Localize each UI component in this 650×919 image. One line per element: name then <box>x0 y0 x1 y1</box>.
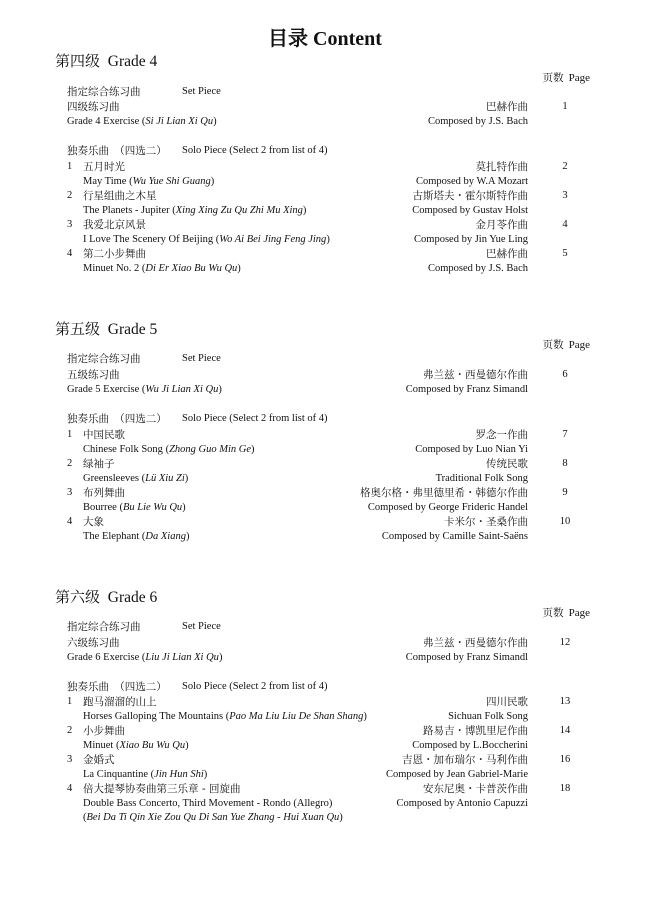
item-page[interactable]: 10 <box>559 516 571 527</box>
grade-4-heading <box>55 52 157 71</box>
item-title-en: Minuet (Xiao Bu Wu Qu) <box>83 740 189 751</box>
title-pinyin: Wu Yue Shi Guang <box>132 176 211 187</box>
item-page[interactable]: 4 <box>562 219 568 230</box>
item-title-cn: 小步舞曲 <box>83 725 125 737</box>
set-piece-title-en: Grade 4 Exercise (Si Ji Lian Xi Qu) <box>67 116 217 127</box>
set-piece-label-en: Set Piece <box>182 353 221 364</box>
item-title-cn: 布列舞曲 <box>83 487 125 499</box>
item-title-en: Bourree (Bu Lie Wu Qu) <box>83 502 186 513</box>
item-composer-cn: 安东尼奥・卡普茨作曲 <box>423 783 528 795</box>
page-title-cn: 目录 <box>268 26 309 50</box>
item-number: 1 <box>67 429 73 440</box>
grade-heading-cn: 第六级 <box>55 588 101 606</box>
item-composer-cn: 吉恩・加布瑞尔・马利作曲 <box>402 754 528 766</box>
item-number: 3 <box>67 754 73 765</box>
title-pinyin: Si Ji Lian Xi Qu <box>145 116 214 127</box>
item-page[interactable]: 9 <box>562 487 568 498</box>
set-piece-label-cn: 指定综合练习曲 <box>67 86 141 98</box>
set-piece-composer-cn: 巴赫作曲 <box>486 101 528 113</box>
item-composer-en: Composed by Antonio Capuzzi <box>396 798 528 809</box>
item-title-en: May Time (Wu Yue Shi Guang) <box>83 176 215 187</box>
title-en: The Planets - Jupiter <box>83 205 170 216</box>
title-en: The Elephant <box>83 531 140 542</box>
set-piece-composer-en: Composed by Franz Simandl <box>405 652 528 663</box>
item-number: 2 <box>67 458 73 469</box>
page-header-en: Page <box>568 72 590 84</box>
page-column-header <box>543 71 590 85</box>
title-en: May Time <box>83 176 127 187</box>
item-title-cn: 金婚式 <box>83 754 115 766</box>
item-title-cn: 行星组曲之木星 <box>83 190 157 202</box>
item-title-en: Horses Galloping The Mountains (Pao Ma Liu Liu De Shan Shang) <box>83 711 367 722</box>
item-composer-en: Composed by W.A Mozart <box>416 176 528 187</box>
set-piece-title-cn: 六级练习曲 <box>67 637 120 649</box>
title-en: Bourree <box>83 502 117 513</box>
set-piece-composer-cn: 弗兰兹・西曼德尔作曲 <box>423 369 528 381</box>
solo-label-cn: 独奏乐曲 （四选二） <box>67 681 167 693</box>
set-piece-title-cn: 五级练习曲 <box>67 369 120 381</box>
item-title-cn: 绿袖子 <box>83 458 115 470</box>
title-pinyin: Wu Ji Lian Xi Qu <box>145 384 219 395</box>
set-piece-label-en: Set Piece <box>182 86 221 97</box>
item-number: 3 <box>67 219 73 230</box>
solo-label-cn: 独奏乐曲 （四选二） <box>67 413 167 425</box>
solo-label-en: Solo Piece (Select 2 from list of 4) <box>182 145 328 156</box>
item-title-en: Chinese Folk Song (Zhong Guo Min Ge) <box>83 444 255 455</box>
title-en: I Love The Scenery Of Beijing <box>83 234 214 245</box>
item-composer-cn: 罗念一作曲 <box>475 429 528 441</box>
item-title-en: The Elephant (Da Xiang) <box>83 531 190 542</box>
item-number: 4 <box>67 248 73 259</box>
set-piece-title-en: Grade 6 Exercise (Liu Ji Lian Xi Qu) <box>67 652 223 663</box>
title-pinyin: Wo Ai Bei Jing Feng Jing <box>219 234 327 245</box>
item-page[interactable]: 8 <box>562 458 568 469</box>
set-piece-title-en: Grade 5 Exercise (Wu Ji Lian Xi Qu) <box>67 384 222 395</box>
set-piece-label-en: Set Piece <box>182 621 221 632</box>
item-page[interactable]: 3 <box>562 190 568 201</box>
item-composer-cn: 传统民歌 <box>486 458 528 470</box>
grade-heading-en: Grade 5 <box>107 321 158 338</box>
item-title-cn: 我爱北京风景 <box>83 219 146 231</box>
item-title-en: La Cinquantine (Jin Hun Shi) <box>83 769 208 780</box>
item-page[interactable]: 13 <box>559 696 571 707</box>
title-en: La Cinquantine <box>83 769 149 780</box>
item-number: 2 <box>67 190 73 201</box>
item-number: 3 <box>67 487 73 498</box>
item-page[interactable]: 2 <box>562 161 568 172</box>
grade-heading-cn: 第五级 <box>55 320 101 338</box>
item-composer-en: Composed by Luo Nian Yi <box>415 444 528 455</box>
item-title-cn: 大象 <box>83 516 104 528</box>
title-pinyin: Liu Ji Lian Xi Qu <box>145 652 219 663</box>
title-en: Chinese Folk Song <box>83 444 163 455</box>
set-piece-label-cn: 指定综合练习曲 <box>67 621 141 633</box>
page-title-en: Content <box>313 28 382 50</box>
title-pinyin: Xing Xing Zu Qu Zhi Mu Xing <box>175 205 303 216</box>
page-column-header <box>543 606 590 620</box>
item-composer-en: Composed by Gustav Holst <box>412 205 528 216</box>
item-title-en: The Planets - Jupiter (Xing Xing Zu Qu Zhi Mu Xing) <box>83 205 307 216</box>
page-header-en: Page <box>568 339 590 351</box>
item-composer-cn: 格奥尔格・弗里德里希・韩德尔作曲 <box>360 487 528 499</box>
title-pinyin: Xiao Bu Wu Qu <box>119 740 186 751</box>
item-title-cn: 跑马溜溜的山上 <box>83 696 157 708</box>
title-en: Horses Galloping The Mountains <box>83 711 224 722</box>
grade-heading-en: Grade 4 <box>107 53 158 70</box>
item-title-cn: 倍大提琴协奏曲第三乐章 - 回旋曲 <box>83 783 241 795</box>
item-number: 1 <box>67 161 73 172</box>
set-piece-page[interactable]: 12 <box>559 637 571 648</box>
item-number: 2 <box>67 725 73 736</box>
set-piece-composer-cn: 弗兰兹・西曼德尔作曲 <box>423 637 528 649</box>
grade-6-heading <box>55 588 157 607</box>
item-title-cn: 五月时光 <box>83 161 125 173</box>
item-page[interactable]: 7 <box>562 429 568 440</box>
set-piece-title-cn: 四级练习曲 <box>67 101 120 113</box>
page-column-header <box>543 338 590 352</box>
item-composer-en: Composed by J.S. Bach <box>427 263 528 274</box>
grade-5-heading <box>55 320 157 339</box>
title-pinyin: Lü Xiu Zi <box>145 473 185 484</box>
item-composer-cn: 古斯塔夫・霍尔斯特作曲 <box>412 190 528 202</box>
item-composer-cn: 莫扎特作曲 <box>475 161 528 173</box>
page-title <box>0 26 650 51</box>
title-en: Minuet <box>83 740 114 751</box>
title-pinyin: Da Xiang <box>145 531 186 542</box>
set-piece-label-cn: 指定综合练习曲 <box>67 353 141 365</box>
page-header-cn: 页数 <box>542 72 564 84</box>
grade-heading-en: Grade 6 <box>107 589 158 606</box>
page-header-en: Page <box>568 607 590 619</box>
item-number: 4 <box>67 516 73 527</box>
title-en: Grade 4 Exercise <box>67 116 140 127</box>
title-pinyin: Zhong Guo Min Ge <box>169 444 252 455</box>
title-en: Minuet No. 2 <box>83 263 140 274</box>
item-title-en: Double Bass Concerto, Third Movement - Rondo (Allegro) <box>83 798 333 809</box>
title-pinyin: Jin Hun Shi <box>154 769 204 780</box>
item-composer-en: Composed by Jin Yue Ling <box>414 234 528 245</box>
item-title-en: I Love The Scenery Of Beijing (Wo Ai Bei Jing Feng Jing) <box>83 234 330 245</box>
set-piece-composer-en: Composed by J.S. Bach <box>427 116 528 127</box>
item-composer-en: Sichuan Folk Song <box>448 711 528 722</box>
item-number: 1 <box>67 696 73 707</box>
title-pinyin: Bu Lie Wu Qu <box>122 502 183 513</box>
item-composer-en: Composed by Camille Saint-Saëns <box>381 531 528 542</box>
item-composer-en: Composed by Jean Gabriel-Marie <box>385 769 528 780</box>
page-header-cn: 页数 <box>542 607 564 619</box>
item-composer-cn: 巴赫作曲 <box>486 248 528 260</box>
item-composer-cn: 卡米尔・圣桑作曲 <box>444 516 528 528</box>
item-page[interactable]: 14 <box>559 725 571 736</box>
title-en: Greensleeves <box>83 473 139 484</box>
item-title-cn: 中国民歌 <box>83 429 125 441</box>
title-en: Grade 6 Exercise <box>67 652 140 663</box>
item-title-en: Minuet No. 2 (Di Er Xiao Bu Wu Qu) <box>83 263 241 274</box>
title-en: Grade 5 Exercise <box>67 384 140 395</box>
item-title-cn: 第二小步舞曲 <box>83 248 146 260</box>
item-page[interactable]: 5 <box>562 248 568 259</box>
solo-label-en: Solo Piece (Select 2 from list of 4) <box>182 681 328 692</box>
item-number: 4 <box>67 783 73 794</box>
page-header-cn: 页数 <box>542 339 564 351</box>
solo-label-cn: 独奏乐曲 （四选二） <box>67 145 167 157</box>
set-piece-page[interactable]: 6 <box>562 369 568 380</box>
solo-label-en: Solo Piece (Select 2 from list of 4) <box>182 413 328 424</box>
title-pinyin: Pao Ma Liu Liu De Shan Shang <box>229 711 364 722</box>
grade-heading-cn: 第四级 <box>55 52 101 70</box>
item-composer-cn: 金月苓作曲 <box>475 219 528 231</box>
item-title-pinyin-line: (Bei Da Ti Qin Xie Zou Qu Di San Yue Zhang - Hui Xuan Qu) <box>83 812 343 823</box>
title-pinyin: Di Er Xiao Bu Wu Qu <box>145 263 238 274</box>
item-composer-en: Composed by George Frideric Handel <box>367 502 528 513</box>
item-composer-en: Composed by L.Boccherini <box>412 740 528 751</box>
set-piece-page[interactable]: 1 <box>562 101 568 112</box>
set-piece-composer-en: Composed by Franz Simandl <box>405 384 528 395</box>
title-pinyin: Bei Da Ti Qin Xie Zou Qu Di San Yue Zhang - Hui Xuan Qu <box>86 812 340 823</box>
item-page[interactable]: 18 <box>559 783 571 794</box>
item-composer-cn: 四川民歌 <box>486 696 528 708</box>
item-page[interactable]: 16 <box>559 754 571 765</box>
item-title-en: Greensleeves (Lü Xiu Zi) <box>83 473 189 484</box>
item-composer-cn: 路易吉・博凯里尼作曲 <box>423 725 528 737</box>
item-composer-en: Traditional Folk Song <box>435 473 528 484</box>
